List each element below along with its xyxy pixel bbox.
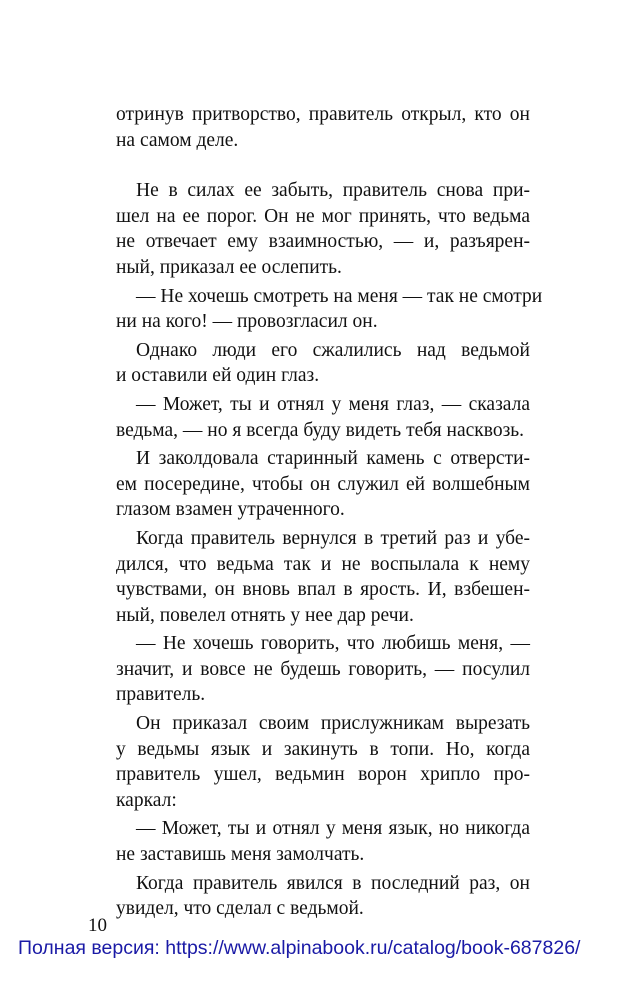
text-line: Он приказал своим прислужникам вырезать [136, 713, 530, 735]
paragraph [116, 446, 530, 523]
text-line: шел на ее порог. Он не мог принять, что ведьма [116, 205, 530, 227]
text-line: не отвечает ему взаимностью, — и, разъярен- [116, 231, 530, 253]
text-line: у ведьмы язык и закинуть в топи. Но, когда [116, 738, 530, 760]
text-line: правитель. [116, 684, 206, 706]
text-line: ем посередине, чтобы он служил ей волшебным [116, 473, 530, 495]
paragraph [116, 338, 530, 389]
text-line: глазом взамен утраченного. [116, 499, 345, 521]
text-line: — Может, ты и отнял у меня язык, но никогда [136, 818, 530, 840]
text-line: чувствами, он вновь впал в ярость. И, взбешен- [116, 579, 530, 601]
text-line: Однако люди его сжалились над ведьмой [136, 339, 530, 361]
text-line: — Может, ты и отнял у меня глаз, — сказала [136, 393, 530, 415]
text-line: значит, и вовсе не будешь говорить, — посулил [116, 658, 530, 680]
text-line: правитель ушел, ведьмин ворон хрипло про- [116, 764, 530, 786]
paragraph [116, 526, 530, 628]
paragraph [116, 871, 530, 922]
text-line: И заколдовала старинный камень с отверсти- [136, 448, 530, 470]
text-line: ни на кого! — провозгласил он. [116, 311, 378, 333]
text-line: Когда правитель явился в последний раз, он [136, 872, 530, 894]
paragraph [116, 102, 530, 153]
text-line: ный, приказал ее ослепить. [116, 256, 342, 278]
paragraph [116, 284, 543, 335]
full-version-link[interactable]: Полная версия: https://www.alpinabook.ru/catalog/book-687826/ [18, 937, 581, 959]
page-text [116, 102, 543, 922]
text-line: дился, что ведьма так и не воспылала к нему [116, 553, 530, 575]
text-line: увидел, что сделал с ведьмой. [116, 898, 364, 920]
text-line: отринув притворство, правитель открыл, кто он [116, 104, 530, 125]
page-number: 10 [88, 915, 107, 936]
text-line: на самом деле. [116, 129, 239, 151]
text-line: Не в силах ее забыть, правитель снова при- [136, 180, 530, 202]
text-line: не заставишь меня замолчать. [116, 844, 365, 866]
text-line: каркал: [116, 789, 177, 811]
paragraph [116, 392, 530, 443]
text-line: и оставили ей один глаз. [116, 365, 320, 387]
paragraph [116, 816, 530, 867]
paragraph [116, 631, 530, 708]
text-line: ведьма, — но я всегда буду видеть тебя насквозь. [116, 419, 525, 441]
text-line: — Не хочешь говорить, что любишь меня, — [136, 633, 530, 655]
text-line: — Не хочешь смотреть на меня — так не смотри [136, 285, 543, 307]
text-line: Когда правитель вернулся в третий раз и убе- [136, 527, 530, 549]
text-line: ный, повелел отнять у нее дар речи. [116, 604, 414, 626]
paragraph [116, 711, 530, 813]
paragraph [116, 178, 530, 280]
